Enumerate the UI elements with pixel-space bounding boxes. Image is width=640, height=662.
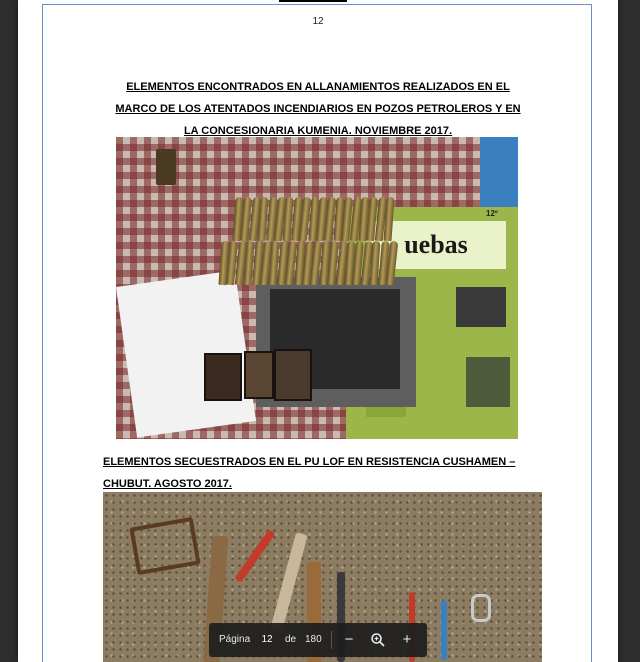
rusty-box xyxy=(274,349,312,401)
cartridge-pack xyxy=(156,149,176,185)
heading1-line3: LA CONCESIONARIA KUMENIA. NOVIEMBRE 2017. xyxy=(183,125,453,137)
newspaper-number: 12º xyxy=(486,209,498,218)
rusty-box xyxy=(244,351,274,399)
top-rule xyxy=(279,0,347,2)
zoom-out-button[interactable] xyxy=(337,628,361,652)
evidence-photo-1 xyxy=(116,137,518,439)
of-label: de xyxy=(285,634,297,645)
newspaper-photo xyxy=(466,357,510,407)
document-page xyxy=(18,0,618,662)
zoom-in-button[interactable] xyxy=(395,628,419,652)
page-navigation-toolbar xyxy=(209,623,427,657)
cartridges xyxy=(220,193,410,283)
carabiner xyxy=(471,594,491,622)
heading1-line2: MARCO DE LOS ATENTADOS INCENDIARIOS EN POZOS PETROLEROS Y EN xyxy=(115,103,521,115)
total-pages: 180 xyxy=(305,634,322,645)
page-label: Página xyxy=(219,634,251,645)
zoom-button[interactable] xyxy=(366,628,390,652)
section-heading-1 xyxy=(98,76,538,142)
plus-icon: + xyxy=(402,631,412,648)
rusty-box xyxy=(204,353,242,401)
cartridge xyxy=(384,197,395,241)
page-number-input[interactable] xyxy=(257,631,277,649)
page-number: 12 xyxy=(312,16,324,27)
magnifier-zoom-icon xyxy=(370,632,386,648)
heading2-line2: CHUBUT. AGOSTO 2017. xyxy=(103,478,232,490)
newspaper-photo xyxy=(456,287,506,327)
minus-icon: − xyxy=(344,631,354,648)
toolbar-divider xyxy=(331,631,332,649)
heading2-line1: ELEMENTOS SECUESTRADOS EN EL PU LOF EN RESISTENCIA CUSHAMEN – xyxy=(103,456,516,468)
newspaper-headline: uebas xyxy=(366,221,506,269)
section-heading-2 xyxy=(103,451,543,495)
blue-tool xyxy=(441,600,447,660)
heading1-line1: ELEMENTOS ENCONTRADOS EN ALLANAMIENTOS REALIZADOS EN EL xyxy=(126,81,510,93)
